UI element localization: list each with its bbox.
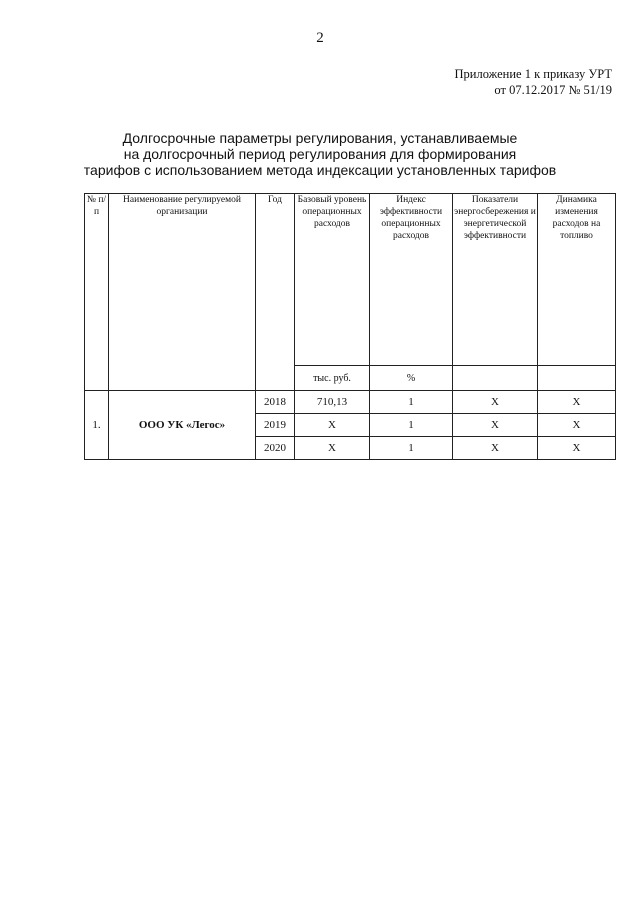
units-org-empty bbox=[109, 366, 256, 391]
organization-name: ООО УК «Легос» bbox=[109, 391, 256, 460]
table-row bbox=[85, 391, 616, 414]
header-row bbox=[85, 194, 616, 366]
header-num: № п/п bbox=[85, 194, 109, 366]
appendix-line-1: Приложение 1 к приказу УРТ bbox=[454, 67, 612, 81]
unit-energy-empty bbox=[453, 366, 538, 391]
row-fuel-dynamics: Х bbox=[538, 437, 616, 460]
header-organization: Наименование регулируемой организации bbox=[109, 194, 256, 366]
header-fuel-dynamics: Динамика изменения расходов на топливо bbox=[538, 194, 616, 366]
row-efficiency-index: 1 bbox=[370, 414, 453, 437]
regulation-parameters-table bbox=[84, 193, 616, 460]
title-line-3: тарифов с использованием метода индексации установленных тарифов bbox=[83, 162, 557, 178]
appendix-line-2: от 07.12.2017 № 51/19 bbox=[494, 83, 612, 97]
row-energy-saving: Х bbox=[453, 414, 538, 437]
row-year: 2020 bbox=[256, 437, 295, 460]
row-base-level: 710,13 bbox=[295, 391, 370, 414]
header-efficiency-index: Индекс эффективности операционных расходов bbox=[370, 194, 453, 366]
row-fuel-dynamics: Х bbox=[538, 414, 616, 437]
page-number: 2 bbox=[316, 30, 324, 46]
row-year: 2019 bbox=[256, 414, 295, 437]
row-base-level: Х bbox=[295, 437, 370, 460]
units-year-empty bbox=[256, 366, 295, 391]
document-title bbox=[0, 130, 640, 178]
appendix-reference bbox=[455, 66, 613, 98]
row-energy-saving: Х bbox=[453, 391, 538, 414]
row-number: 1. bbox=[85, 391, 109, 460]
title-line-2: на долгосрочный период регулирования для формирования bbox=[123, 146, 517, 162]
unit-fuel-empty bbox=[538, 366, 616, 391]
units-row bbox=[85, 366, 616, 391]
row-year: 2018 bbox=[256, 391, 295, 414]
row-fuel-dynamics: Х bbox=[538, 391, 616, 414]
row-energy-saving: Х bbox=[453, 437, 538, 460]
unit-efficiency-index: % bbox=[370, 366, 453, 391]
unit-base-level: тыс. руб. bbox=[295, 366, 370, 391]
header-year: Год bbox=[256, 194, 295, 366]
units-num-empty bbox=[85, 366, 109, 391]
header-base-level: Базовый уровень операционных расходов bbox=[295, 194, 370, 366]
title-line-1: Долгосрочные параметры регулирования, устанавливаемые bbox=[122, 130, 518, 146]
header-energy-saving: Показатели энергосбережения и энергетической эффективности bbox=[453, 194, 538, 366]
row-efficiency-index: 1 bbox=[370, 437, 453, 460]
row-efficiency-index: 1 bbox=[370, 391, 453, 414]
row-base-level: Х bbox=[295, 414, 370, 437]
